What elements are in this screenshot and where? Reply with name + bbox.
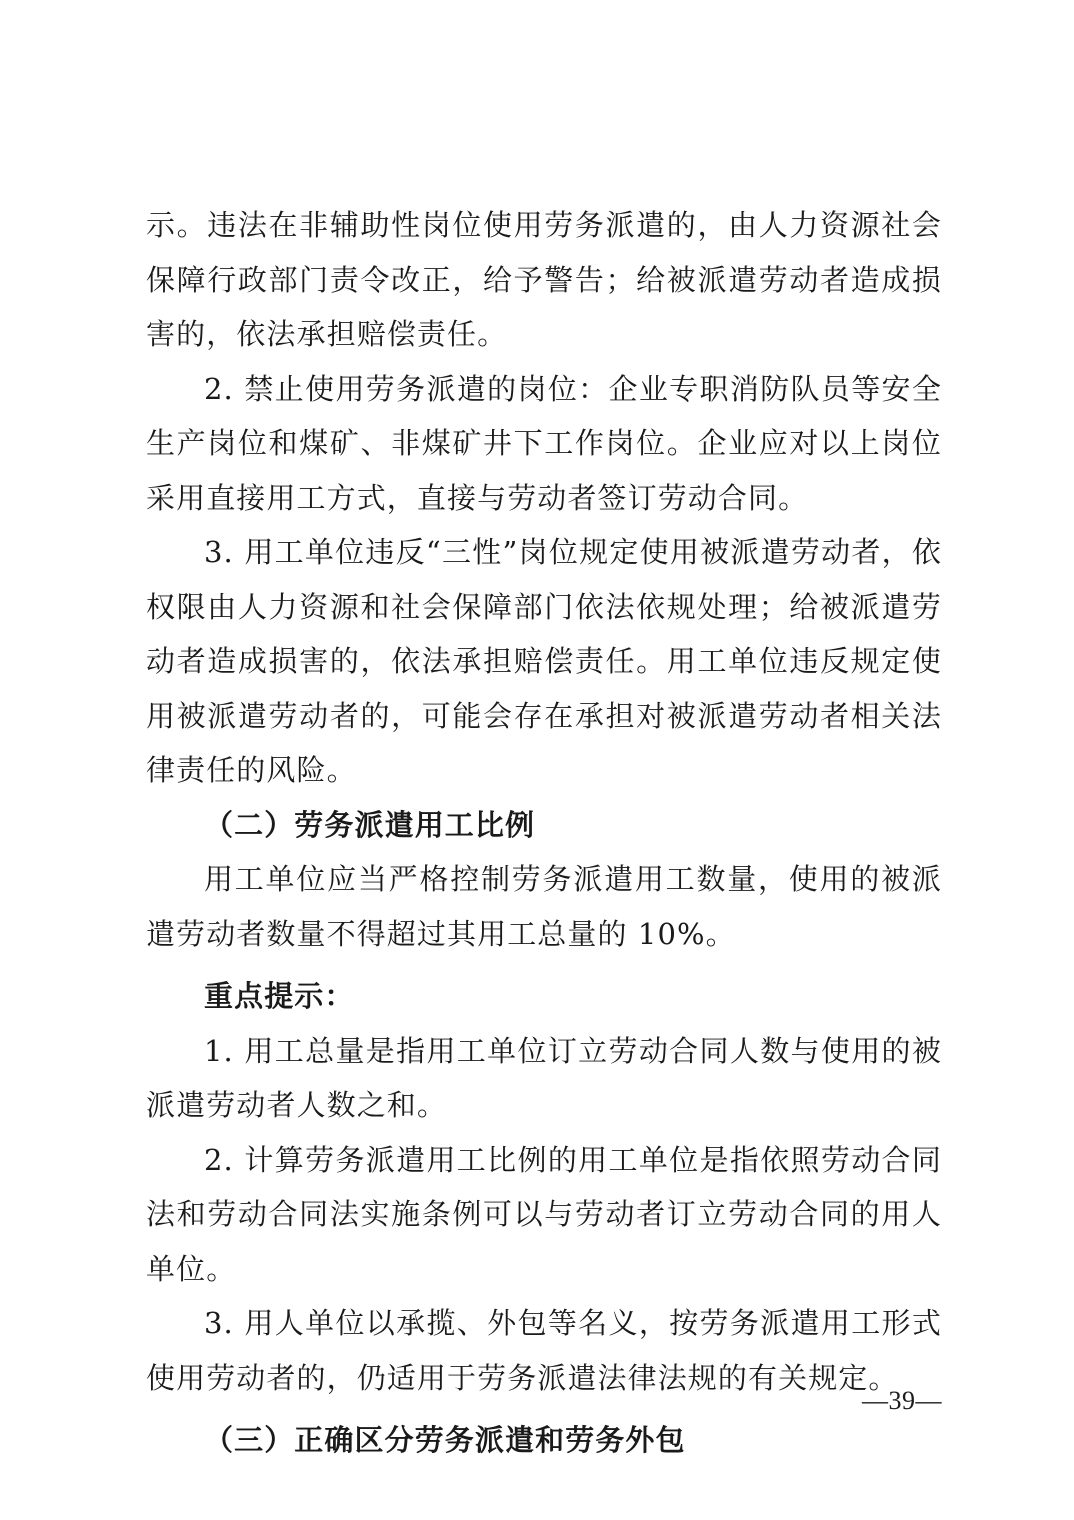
document-body [146,198,942,1468]
section-heading-distinguish-outsourcing: （三）正确区分劳务派遣和劳务外包 [204,1423,686,1457]
paragraph-continuation: 示。违法在非辅助性岗位使用劳务派遣的，由人力资源社会保障行政部门责令改正，给予警告；给被派遣劳动者造成损害的，依法承担赔偿责任。 [146,208,942,351]
hint-item: 1. 用工总量是指用工单位订立劳动合同人数与使用的被派遣劳动者人数之和。 [146,1033,942,1122]
hint-item: 3. 用人单位以承揽、外包等名义，按劳务派遣用工形式使用劳动者的，仍适用于劳务派遣法律法规的有关规定。 [146,1306,942,1395]
paragraph-prohibited-positions: 2. 禁止使用劳务派遣的岗位：企业专职消防队员等安全生产岗位和煤矿、非煤矿井下工作岗位。企业应对以上岗位采用直接用工方式，直接与劳动者签订劳动合同。 [146,371,942,515]
page-number: —39— [862,1386,942,1415]
section-heading-dispatch-ratio: （二）劳务派遣用工比例 [204,807,536,842]
paragraph-violation-liability: 3. 用工单位违反“三性”岗位规定使用被派遣劳动者，依权限由人力资源和社会保障部门依法依规处理；给被派遣劳动者造成损害的，依法承担赔偿责任。用工单位违反规定使用被派遣劳动者的，可能会存在承担对被派遣劳动者相关法律责任的风险。 [146,535,942,787]
key-hint-label: 重点提示： [204,979,355,1013]
hint-item: 2. 计算劳务派遣用工比例的用工单位是指依照劳动合同法和劳动合同法实施条例可以与劳动者订立劳动合同的用人单位。 [146,1142,942,1286]
paragraph-dispatch-ratio: 用工单位应当严格控制劳务派遣用工数量，使用的被派遣劳动者数量不得超过其用工总量的 10%。 [146,862,942,951]
